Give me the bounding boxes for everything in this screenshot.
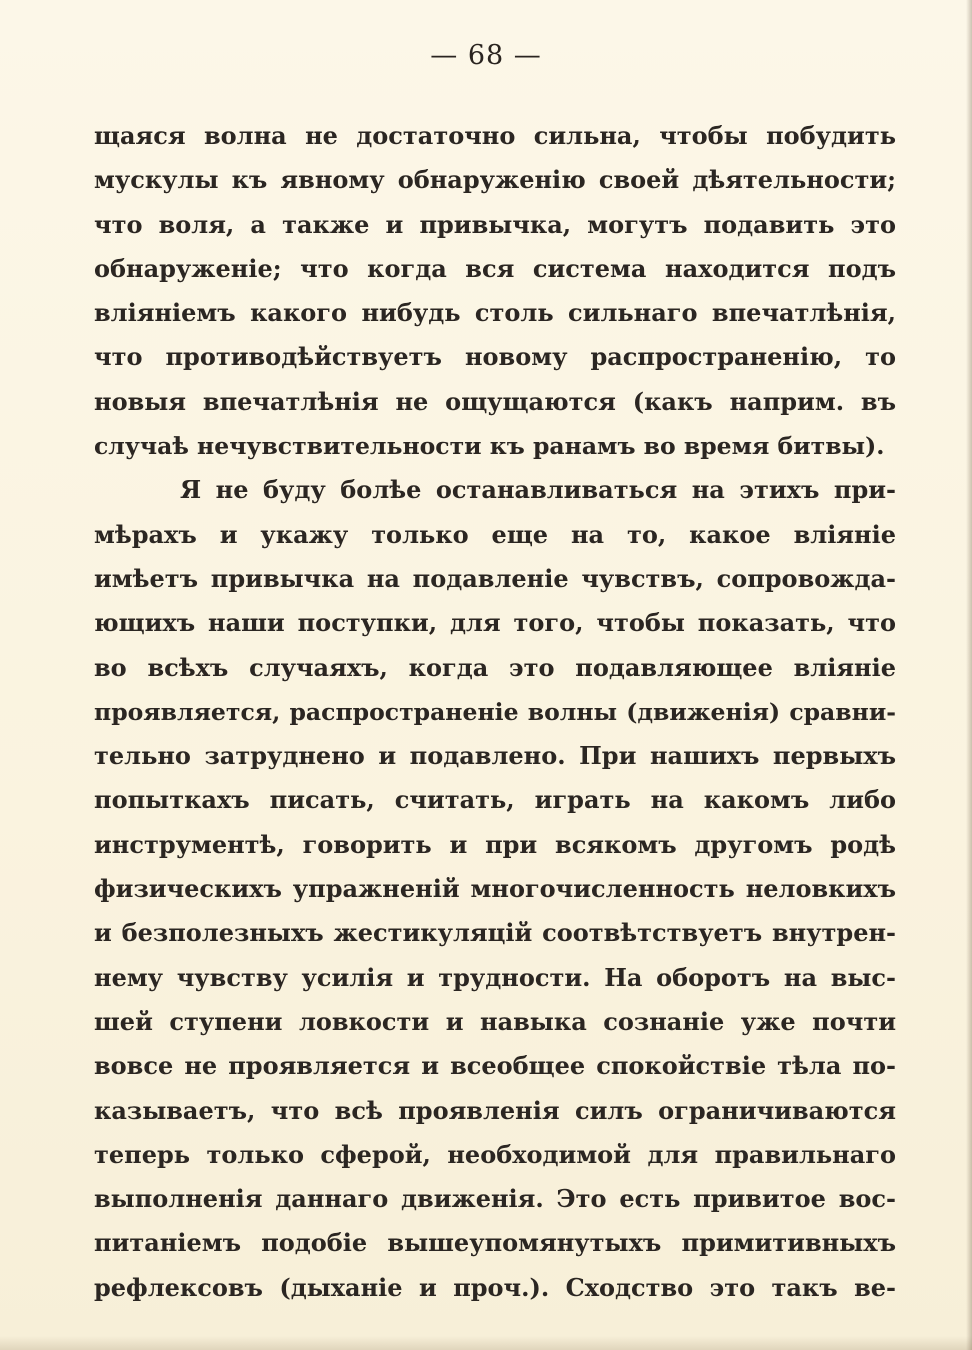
text-line: попыткахъ писать, считать, играть на какомъ либо xyxy=(94,785,896,815)
page-bottom-shadow xyxy=(0,1336,972,1350)
text-line: рефлексовъ (дыханіе и проч.). Сходство это такъ ве- xyxy=(94,1272,896,1302)
text-line: выполненія даннаго движенія. Это есть привитое вос- xyxy=(94,1184,896,1214)
text-body xyxy=(94,114,896,1310)
text-line: новыя впечатлѣнія не ощущаются (какъ наприм. въ xyxy=(94,386,896,416)
text-line: щаяся волна не достаточно сильна, чтобы побудить xyxy=(94,121,896,150)
text-line: шей ступени ловкости и навыка сознаніе уже почти xyxy=(94,1006,896,1036)
text-line: обнаруженіе; что когда вся система находится подъ xyxy=(94,253,896,283)
text-line: вовсе не проявляется и всеобщее спокойствіе тѣла по- xyxy=(94,1051,896,1081)
text-line: ющихъ наши поступки, для того, чтобы показать, что xyxy=(94,608,896,638)
text-line: питаніемъ подобіе вышеупомянутыхъ примитивныхъ xyxy=(94,1228,896,1258)
paragraph-first-line: Я не буду болѣе останавливаться на этихъ при- xyxy=(180,475,896,505)
text-line: инструментѣ, говорить и при всякомъ другомъ родѣ xyxy=(94,829,896,859)
text-line: казываетъ, что всѣ проявленія силъ ограничиваются xyxy=(94,1095,896,1125)
text-line: проявляется, распространеніе волны (движенія) сравни- xyxy=(94,697,896,726)
text-line: тельно затруднено и подавлено. При нашихъ первыхъ xyxy=(94,741,896,771)
text-line: что воля, а также и привычка, могутъ подавить это xyxy=(94,209,896,239)
page-edge-shadow xyxy=(966,0,972,1350)
text-line: мускулы къ явному обнаруженію своей дѣятельности; xyxy=(94,165,896,195)
text-line: теперь только сферой, необходимой для правильнаго xyxy=(94,1139,896,1169)
text-line: имѣетъ привычка на подавленіе чувствъ, сопровожда- xyxy=(94,563,896,593)
paragraph-last-line: случаѣ нечувствительности къ ранамъ во время битвы). xyxy=(94,432,885,461)
text-line: и безполезныхъ жестикуляцій соотвѣтствуетъ внутрен- xyxy=(94,918,896,948)
text-line: вліяніемъ какого нибудь столь сильнаго впечатлѣнія, xyxy=(94,298,896,328)
text-line: физическихъ упражненій многочисленность неловкихъ xyxy=(94,874,896,904)
text-line: что противодѣйствуетъ новому распространенію, то xyxy=(94,342,896,372)
text-line: мѣрахъ и укажу только еще на то, какое вліяніе xyxy=(94,519,896,549)
page-number: — 68 — xyxy=(430,40,542,71)
text-line: нему чувству усилія и трудности. На оборотъ на выс- xyxy=(94,962,896,992)
text-line: во всѣхъ случаяхъ, когда это подавляющее вліяніе xyxy=(94,652,896,682)
